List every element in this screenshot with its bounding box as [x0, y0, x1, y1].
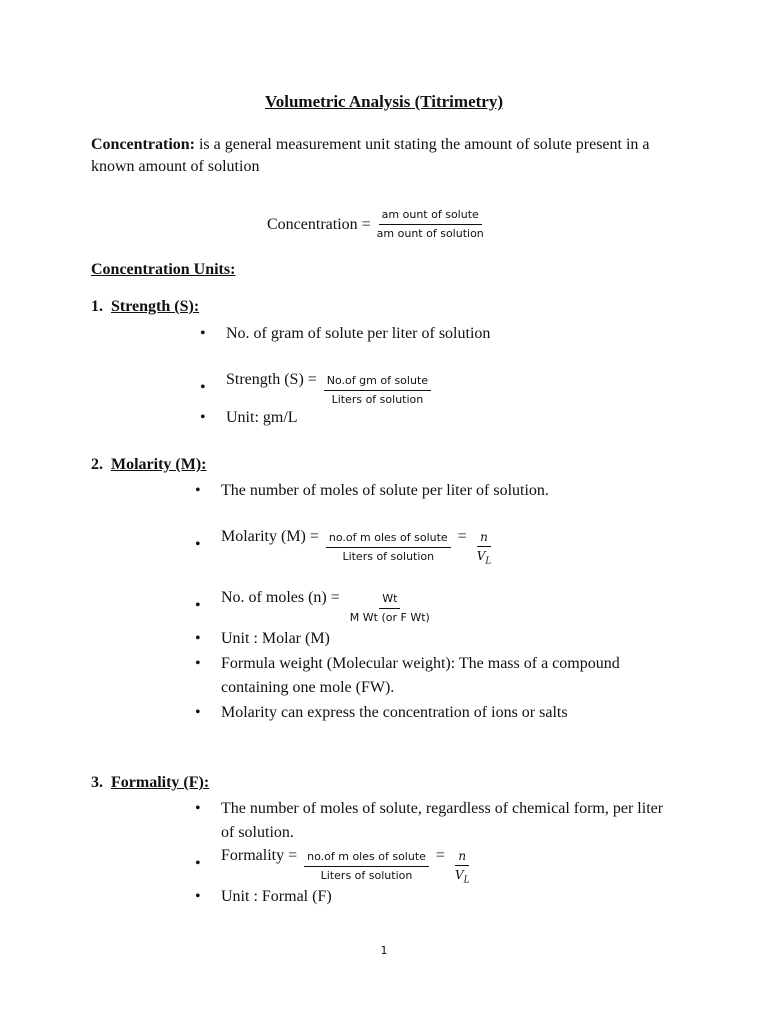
list-item-text: Formula weight (Molecular weight): The mass of a compound containing one mole (FW). [221, 655, 620, 696]
bullet-icon: • [195, 655, 201, 672]
list-item [195, 479, 695, 503]
bullet-icon: • [195, 482, 201, 499]
concentration-text: is a general measurement unit stating the amount of solute present in a known amount of solution [91, 136, 650, 175]
fraction-denominator: Liters of solution [331, 393, 424, 406]
fraction-numerator: am ount of solute [379, 208, 482, 225]
volume-subscript: L [463, 875, 470, 886]
fraction-numerator: Wt [379, 592, 400, 609]
list-item [195, 847, 695, 887]
fraction [326, 531, 451, 564]
volume-symbol: V [454, 868, 464, 882]
fraction-denominator: Liters of solution [342, 550, 435, 563]
list-item-text: Unit : Formal (F) [221, 888, 332, 905]
section-heading-formality [91, 774, 209, 792]
section-label: Strength (S): [111, 298, 200, 315]
list-item-text: The number of moles of solute per liter of solution. [221, 482, 549, 499]
fraction-denominator [474, 547, 495, 568]
section-label: Molarity (M): [111, 456, 207, 473]
list-item [195, 885, 695, 909]
fraction-denominator: M Wt (or F Wt) [349, 611, 430, 624]
list-item-text: The number of moles of solute, regardless of chemical form, per liter of solution. [221, 800, 664, 841]
bullet-icon: • [200, 409, 206, 426]
moles-equation [221, 586, 695, 625]
fraction-numerator: no.of m oles of solute [304, 850, 429, 867]
equals-sign: = [457, 528, 467, 545]
section-number: 3. [91, 774, 103, 791]
equation-lhs: Molarity (M) = [221, 528, 319, 545]
fraction-numerator: n [477, 530, 491, 547]
list-item-text: No. of gram of solute per liter of solution [226, 325, 491, 342]
fraction-denominator: am ount of solution [376, 227, 484, 240]
list-item [200, 371, 700, 407]
list-item [200, 406, 700, 430]
bullet-icon: • [195, 704, 201, 721]
molarity-equation [221, 525, 695, 568]
fraction-numerator: No.of gm of solute [324, 374, 431, 391]
list-item-text: Unit : Molar (M) [221, 630, 330, 647]
bullet-icon: • [200, 325, 206, 342]
list-item [195, 528, 695, 568]
section-label: Formality (F): [111, 774, 210, 791]
fraction-numerator: n [455, 849, 469, 866]
list-item-text: Unit: gm/L [226, 409, 298, 426]
list-item [195, 589, 695, 625]
n-over-vl-fraction [452, 849, 473, 887]
volume-subscript: L [485, 556, 492, 567]
concentration-definition [91, 134, 691, 178]
list-item [200, 322, 700, 346]
strength-equation [226, 368, 700, 407]
equals-sign: = [435, 847, 445, 864]
fraction [304, 850, 429, 883]
equation-lhs: Formality = [221, 847, 298, 864]
bullet-icon: • [195, 800, 201, 817]
volume-symbol: V [476, 549, 486, 563]
equation-lhs: Strength (S) = [226, 371, 317, 388]
bullet-icon: • [195, 536, 201, 553]
equation-lhs: Concentration = [267, 215, 371, 233]
concentration-equation [267, 208, 490, 241]
page-number: 1 [380, 944, 388, 957]
list-item [195, 627, 695, 651]
formality-equation [221, 844, 695, 887]
section-heading-molarity [91, 456, 207, 474]
fraction-denominator: Liters of solution [320, 869, 413, 882]
bullet-icon: • [195, 630, 201, 647]
n-over-vl-fraction [474, 530, 495, 568]
bullet-icon: • [195, 597, 201, 614]
fraction-numerator: no.of m oles of solute [326, 531, 451, 548]
fraction [324, 374, 431, 407]
list-item [195, 701, 695, 725]
fraction [374, 208, 487, 241]
list-item [195, 797, 675, 845]
list-item-text: Molarity can express the concentration of ions or salts [221, 704, 568, 721]
equation-lhs: No. of moles (n) = [221, 589, 340, 606]
concentration-term: Concentration: [91, 136, 195, 153]
fraction [347, 592, 433, 625]
concentration-units-heading: Concentration Units: [91, 261, 236, 278]
list-item [195, 652, 675, 700]
section-number: 2. [91, 456, 103, 473]
bullet-icon: • [195, 888, 201, 905]
section-number: 1. [91, 298, 103, 315]
bullet-icon: • [195, 855, 201, 872]
page-title: Volumetric Analysis (Titrimetry) [265, 92, 503, 111]
bullet-icon: • [200, 379, 206, 396]
section-heading-strength [91, 298, 199, 316]
